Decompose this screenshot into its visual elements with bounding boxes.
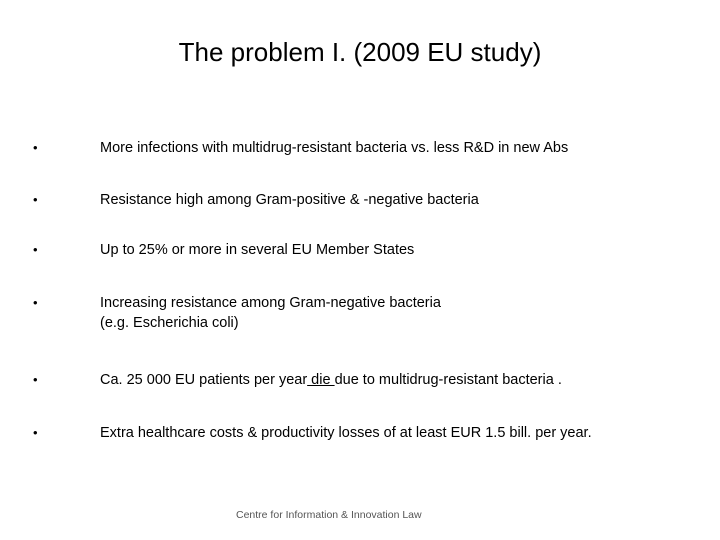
bullet-text: Up to 25% or more in several EU Member States — [100, 242, 415, 258]
bullet-text: More infections with multidrug-resistant bacteria vs. less R&D in new Abs — [100, 140, 569, 156]
bullet-text: Resistance high among Gram-positive & -negative bacteria — [100, 192, 479, 208]
bullet-text-line: Increasing resistance among Gram-negative bacteria — [100, 295, 441, 311]
bullet-marker: • — [33, 372, 38, 387]
bullet-text-after: due to multidrug-resistant bacteria . — [334, 372, 562, 388]
bullet-text-before: Ca. 25 000 EU patients per year — [100, 372, 308, 388]
bullet-marker: • — [33, 140, 38, 155]
bullet-text-multiline — [100, 293, 700, 333]
bullet-marker: • — [33, 425, 38, 440]
bullet-text: Extra healthcare costs & productivity losses of at least EUR 1.5 bill. per year. — [100, 425, 592, 441]
bullet-text-line: (e.g. Escherichia coli) — [100, 315, 239, 331]
slide-title: The problem I. (2009 EU study) — [178, 37, 542, 67]
bullet-marker: • — [33, 242, 38, 257]
bullet-marker: • — [33, 295, 38, 310]
bullet-marker: • — [33, 192, 38, 207]
footer-text: Centre for Information & Innovation Law — [236, 509, 422, 521]
bullet-text — [100, 370, 700, 390]
underlined-word: die — [307, 372, 335, 388]
